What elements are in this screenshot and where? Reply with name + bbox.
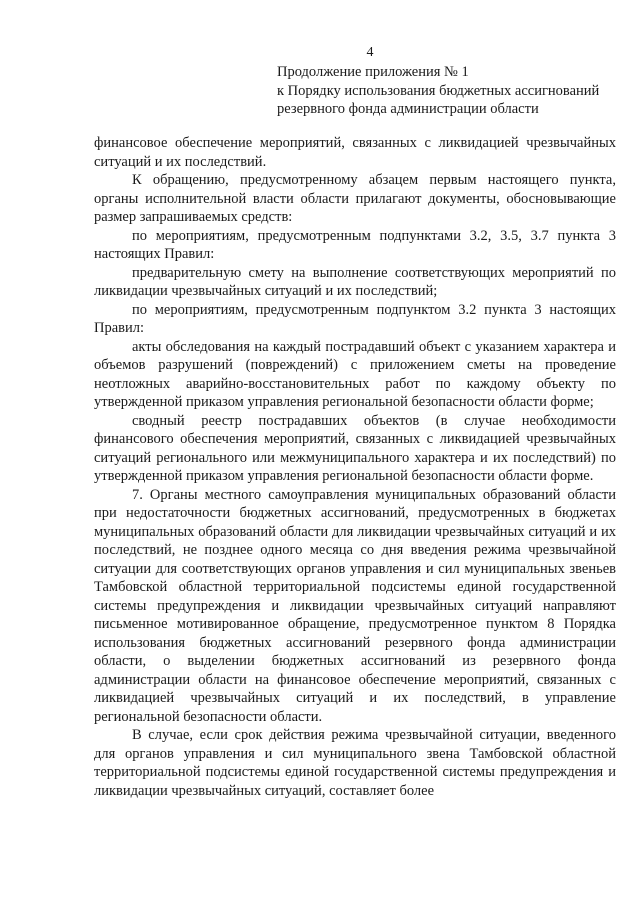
appendix-header-line-3: резервного фонда администрации области [277,101,539,117]
paragraph-item-7: 7. Органы местного самоуправления муниципальных образований области при недостаточности бюджетных ассигнований, предусмотренных в бюджетах муниципальных образований области для ликвидации чрезвычайных ситуаций и их последствий, не позднее одного месяца со дня введения режима чрезвычайной ситуации для соответствующих органов управления и сил муниципальных звеньев Тамбовской областной территориальной подсистемы единой государственной системы предупреждения и ликвидации чрезвычайных ситуаций направляют письменное мотивированное обращение, предусмотренное пунктом 8 Порядка использования бюджетных ассигнований резервного фонда администрации области, о выделении бюджетных ассигнований из резервного фонда администрации области на финансовое обеспечение мероприятий, связанных с ликвидацией чрезвычайных ситуаций и их последствий, в управление региональной безопасности области. [94,486,616,725]
paragraph-preliminary-estimate: предварительную смету на выполнение соответствующих мероприятий по ликвидации чрезвычайных ситуаций и их последствий; [94,264,616,299]
paragraph-attachments: К обращению, предусмотренному абзацем первым настоящего пункта, органы исполнительной власти области прилагают документы, обосновывающие размер запрашиваемых средств: [94,172,616,225]
document-body [94,134,616,800]
paragraph-subitems-3-2-3-5-3-7: по мероприятиям, предусмотренным подпунктами 3.2, 3.5, 3.7 пункта 3 настоящих Правил: [94,227,616,262]
appendix-header-line-1: Продолжение приложения № 1 [277,64,469,80]
appendix-header [277,63,617,119]
paragraph-continuation: финансовое обеспечение мероприятий, связанных с ликвидацией чрезвычайных ситуаций и их последствий. [94,135,616,170]
paragraph-inspection-acts: акты обследования на каждый пострадавший объект с указанием характера и объемов разрушений (повреждений) с приложением сметы на проведение неотложных аварийно-восстановительных работ по каждому объекту по утвержденной приказом управления региональной безопасности области форме; [94,338,616,410]
appendix-header-line-2: к Порядку использования бюджетных ассигнований [277,82,600,99]
paragraph-subitem-3-2: по мероприятиям, предусмотренным подпунктом 3.2 пункта 3 настоящих Правил: [94,301,616,336]
paragraph-summary-register: сводный реестр пострадавших объектов (в случае необходимости финансового обеспечения мероприятий, связанных с ликвидацией чрезвычайных ситуаций регионального или межмуниципального характера и их последствий) по утвержденной приказом управления региональной безопасности области форме. [94,412,616,484]
page-number: 4 [366,45,374,60]
paragraph-emergency-duration: В случае, если срок действия режима чрезвычайной ситуации, введенного для органов управления и сил муниципального звена Тамбовской областной территориальной подсистемы единой государственной системы предупреждения и ликвидации чрезвычайных ситуаций, составляет более [94,727,616,799]
